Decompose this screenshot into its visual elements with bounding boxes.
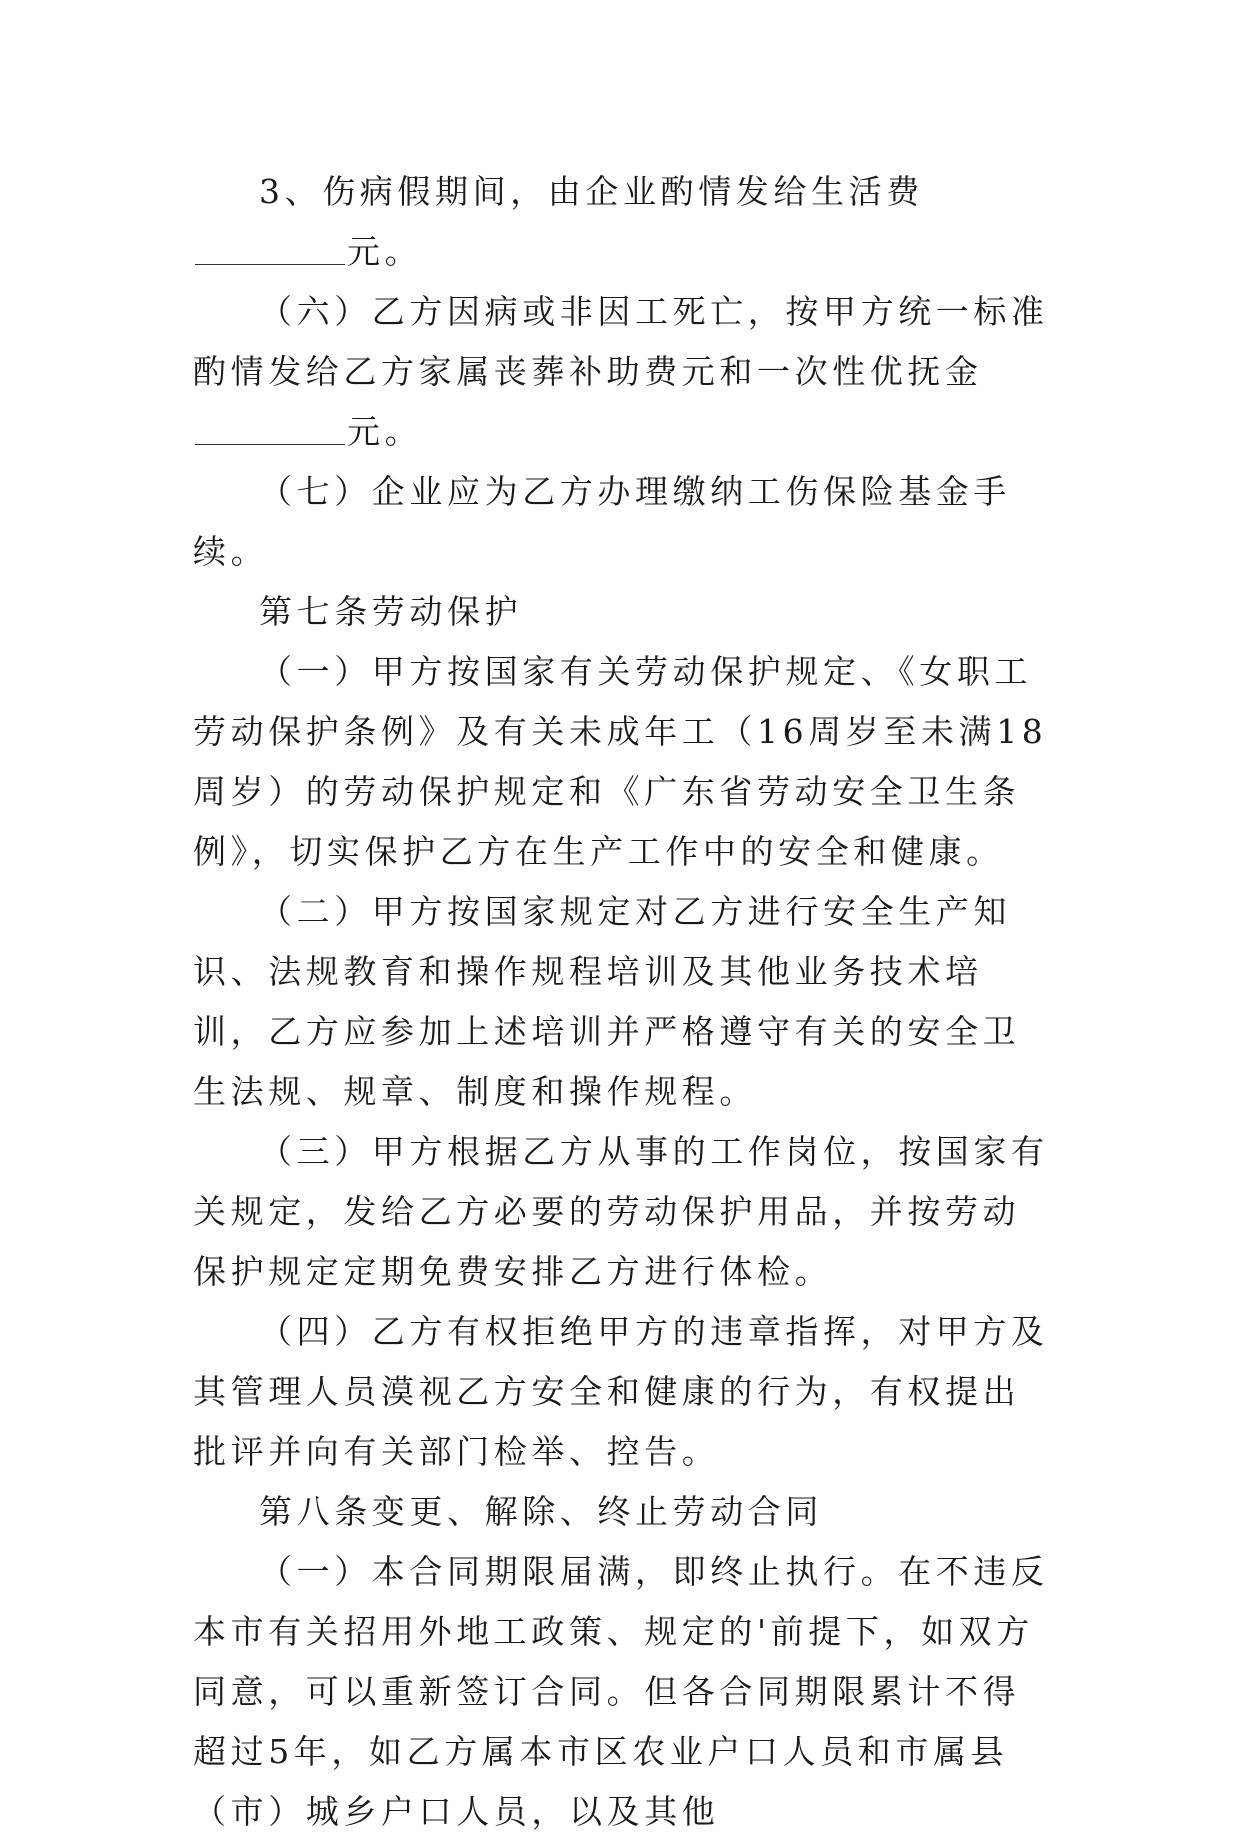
paragraph-protection-1: （一）甲方按国家有关劳动保护规定、《女职工劳动保护条例》及有关未成年工（16周岁至未满18周岁）的劳动保护规定和《广东省劳动安全卫生条例》，切实保护乙方在生产工作中的安全和健康。 — [193, 652, 1048, 871]
section-heading-contract-change: 第八条变更、解除、终止劳动合同 — [259, 1492, 823, 1531]
fill-in-blank — [195, 234, 345, 265]
paragraph-protection-2: （二）甲方按国家规定对乙方进行安全生产知识、法规教育和操作规程培训及其他业务技术培训，乙方应参加上述培训并严格遵守有关的安全卫生法规、规章、制度和操作规程。 — [193, 892, 1021, 1111]
section-heading-labor-protection: 第七条劳动保护 — [259, 592, 523, 631]
paragraph-contract-1: （一）本合同期限届满，即终止执行。在不违反本市有关招用外地工政策、规定的'前提下，如双方同意，可以重新签订合同。但各合同期限累计不得超过5年，如乙方属本市区农业户口人员和市属县（市）城乡户口人员，以及其他 — [193, 1552, 1049, 1831]
document-body — [193, 162, 1053, 1842]
paragraph-sick-leave: 3、伤病假期间，由企业酌情发给生活费元。 — [193, 162, 1053, 282]
paragraph-protection-3: （三）甲方根据乙方从事的工作岗位，按国家有关规定，发给乙方必要的劳动保护用品，并按劳动保护规定定期免费安排乙方进行体检。 — [193, 1132, 1049, 1291]
paragraph-death-benefit: （六）乙方因病或非因工死亡，按甲方统一标准酌情发给乙方家属丧葬补助费元和一次性优抚金元。 — [193, 292, 1049, 451]
paragraph-protection-4: （四）乙方有权拒绝甲方的违章指挥，对甲方及其管理人员漠视乙方安全和健康的行为，有权提出批评并向有关部门检举、控告。 — [193, 1312, 1049, 1471]
paragraph-injury-insurance: （七）企业应为乙方办理缴纳工伤保险基金手续。 — [193, 472, 1011, 571]
fill-in-blank — [195, 414, 345, 445]
